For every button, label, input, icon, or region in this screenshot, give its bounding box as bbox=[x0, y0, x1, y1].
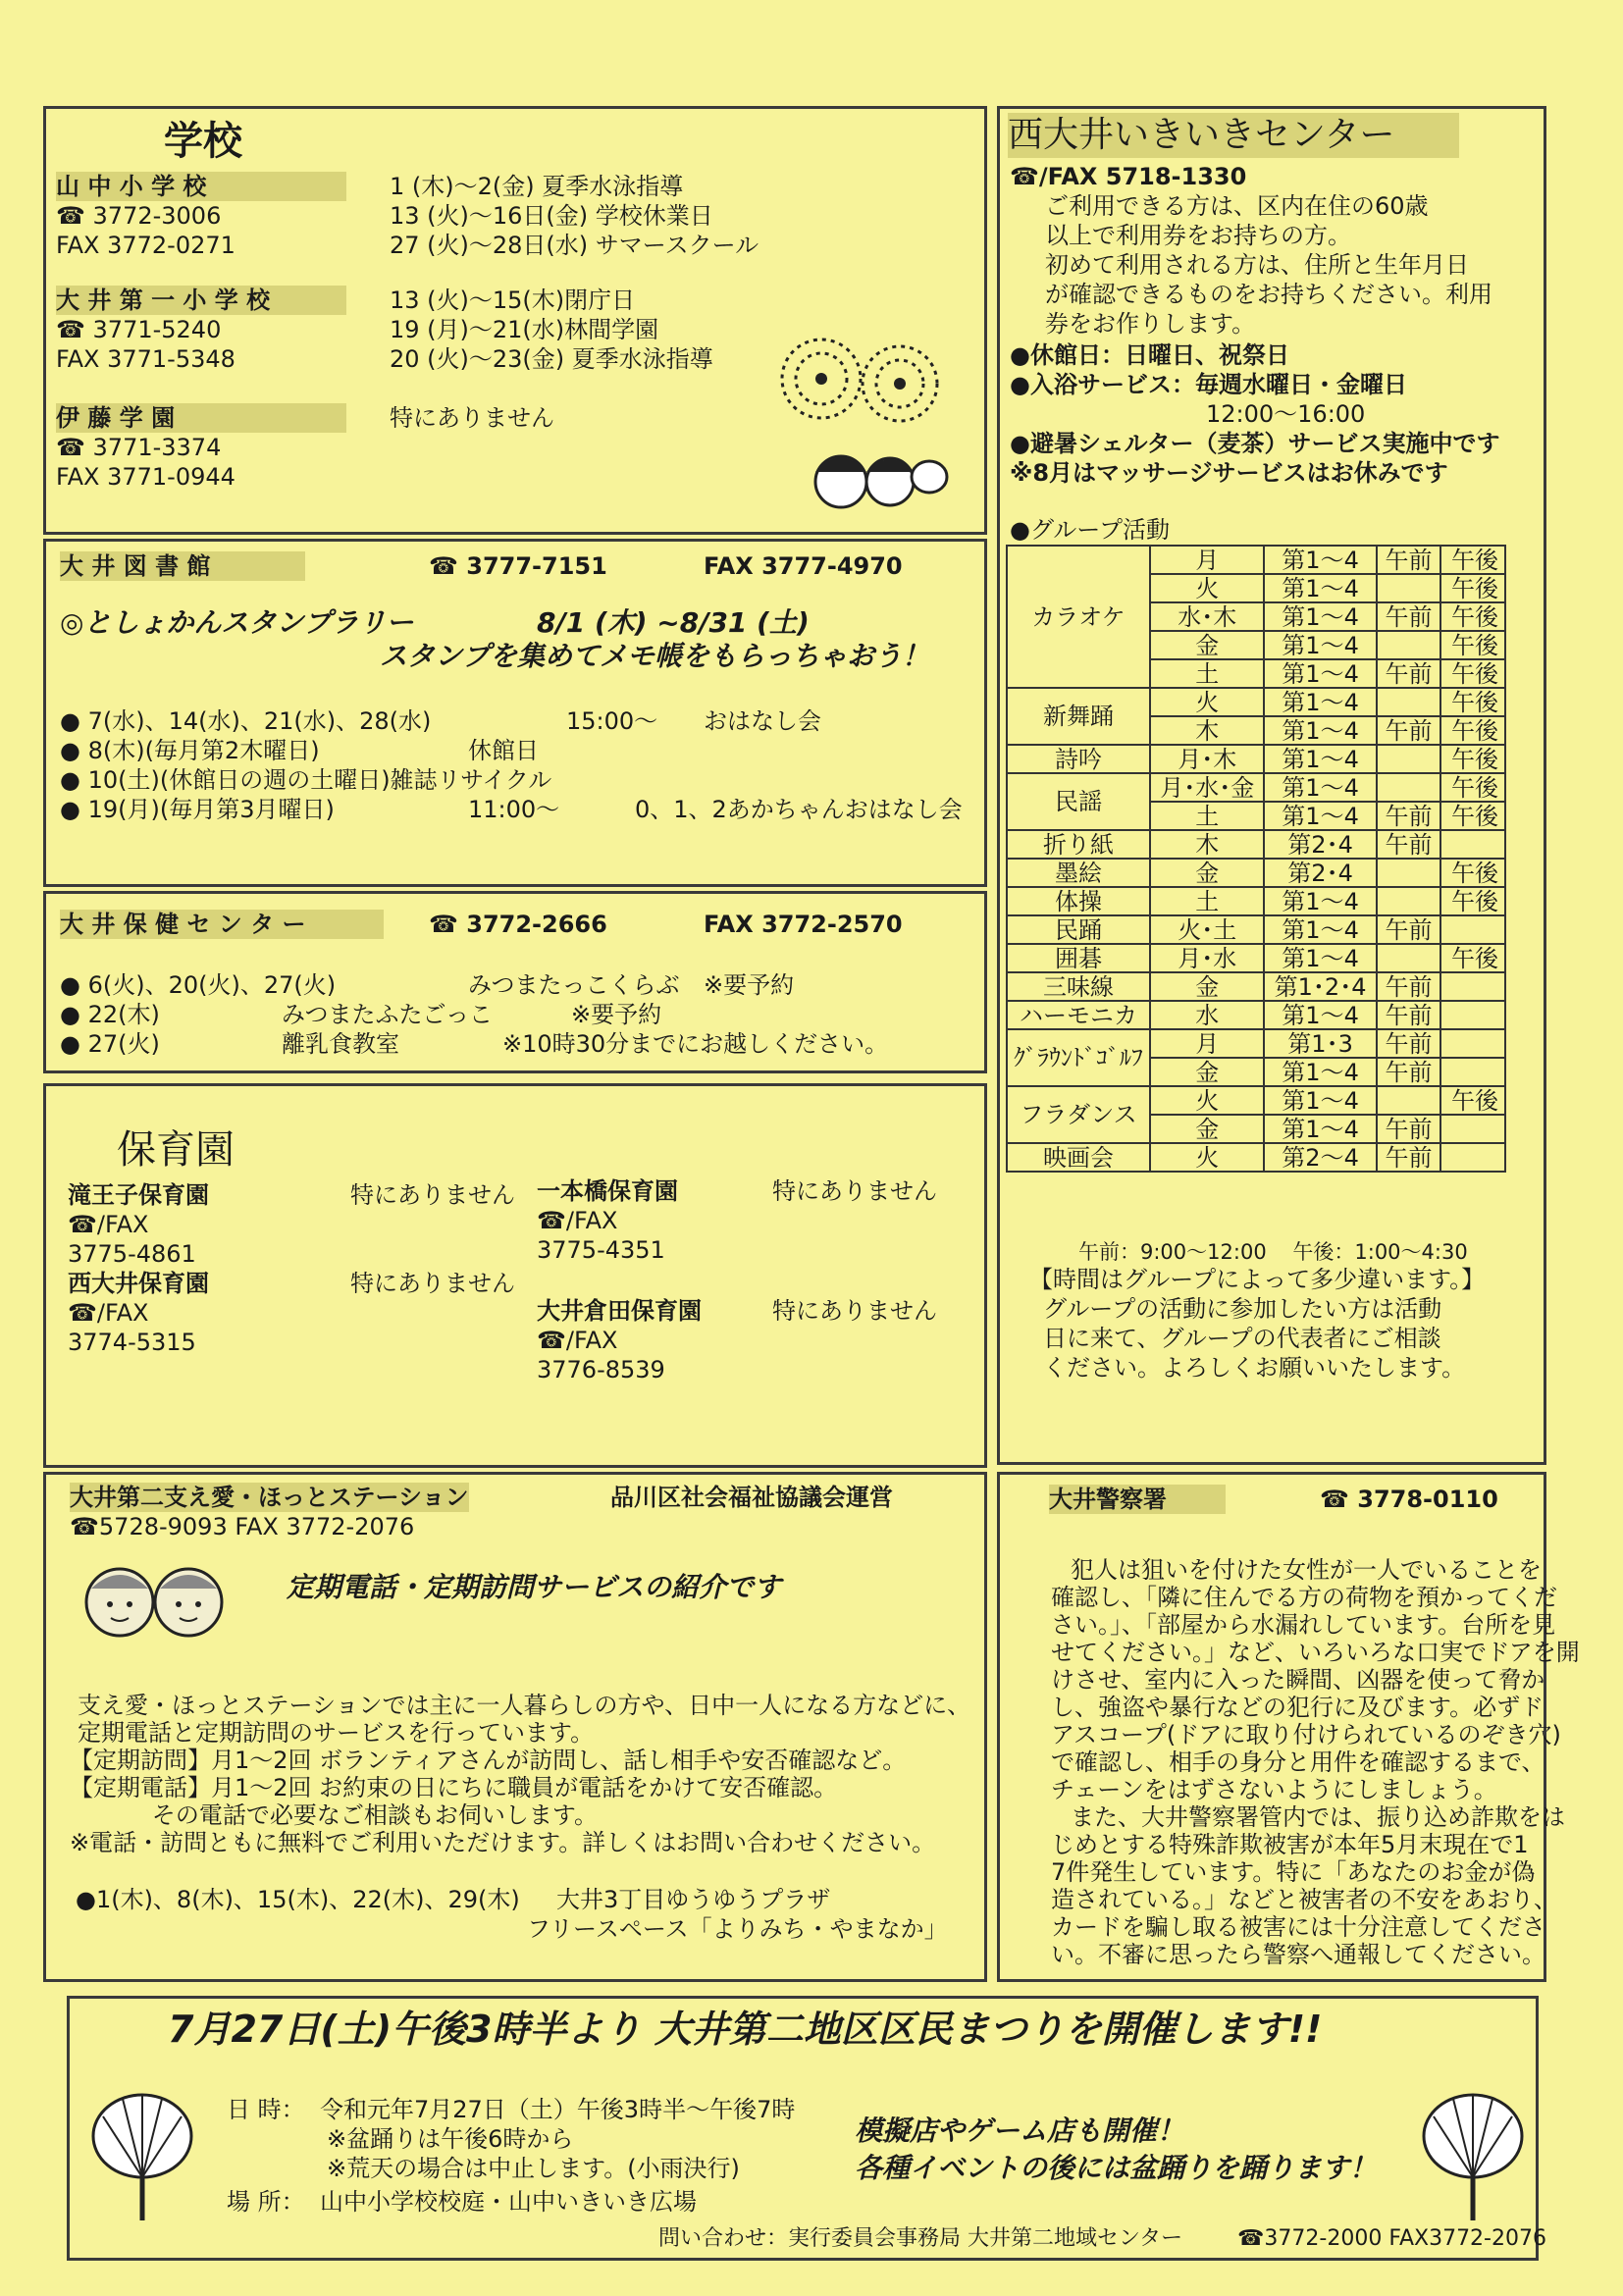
group-pm bbox=[1440, 972, 1505, 1001]
elderly-couple-illustration bbox=[76, 1553, 233, 1651]
festival-title: 7月27日(土)午後3時半より 大井第二地区区民まつりを開催します!! bbox=[168, 2008, 1323, 2051]
group-week: 第1～4 bbox=[1264, 688, 1376, 716]
health-item-what: みつまたっこくらぶ bbox=[468, 971, 680, 999]
group-pm: 午後 bbox=[1440, 1086, 1505, 1115]
group-day: 月 bbox=[1150, 1029, 1264, 1058]
library-fax: FAX 3777-4970 bbox=[704, 552, 903, 580]
group-am: 午前 bbox=[1377, 602, 1441, 631]
police-body-line: い。不審に思ったら警察へ通報してください。 bbox=[1051, 1941, 1545, 1968]
nursery-number: 3775-4351 bbox=[537, 1236, 665, 1264]
phone-icon: ☎ bbox=[1010, 163, 1039, 190]
ito-note: 特にありません bbox=[390, 404, 554, 432]
group-am: 午前 bbox=[1377, 1058, 1441, 1086]
phone-icon: ☎ bbox=[1320, 1486, 1358, 1513]
group-row bbox=[1007, 1001, 1505, 1029]
group-row bbox=[1007, 1086, 1505, 1115]
nursery-number: 3775-4861 bbox=[68, 1240, 196, 1268]
festival-promo-1: 模擬店やゲーム店も開催！ bbox=[855, 2114, 1185, 2147]
festival-promo-2: 各種イベントの後には盆踊りを踊ります！ bbox=[855, 2152, 1378, 2184]
group-day: 火 bbox=[1150, 1086, 1264, 1115]
group-am: 午前 bbox=[1377, 915, 1441, 944]
police-body-line: カードを騙し取る被害には十分注意してくださ bbox=[1051, 1913, 1545, 1941]
group-am: 午前 bbox=[1377, 1001, 1441, 1029]
group-am: 午前 bbox=[1377, 1029, 1441, 1058]
group-pm bbox=[1440, 830, 1505, 859]
festival-note-1: ※盆踊りは午後6時から bbox=[327, 2125, 574, 2153]
group-row bbox=[1007, 944, 1505, 972]
ikiiki-info-line: 以上で利用券をお持ちの方。 bbox=[1045, 222, 1351, 249]
group-pm: 午後 bbox=[1440, 546, 1505, 574]
stamp-rally-subtitle: スタンプを集めてメモ帳をもらっちゃおう！ bbox=[380, 640, 930, 672]
nursery-telfax: ☎/FAX bbox=[68, 1299, 149, 1327]
group-am bbox=[1377, 887, 1441, 915]
group-am bbox=[1377, 574, 1441, 602]
health-item-what: みつまたふたごっこ bbox=[282, 1001, 494, 1028]
group-week: 第2～4 bbox=[1264, 1143, 1376, 1172]
group-pm bbox=[1440, 1058, 1505, 1086]
phone-icon: ☎ bbox=[70, 1513, 99, 1540]
nursery-heading: 保育園 bbox=[117, 1127, 235, 1173]
group-name: 三味線 bbox=[1007, 972, 1150, 1001]
yamanaka-event-3: 27 (火)～28日(水) サマースクール bbox=[390, 232, 759, 259]
group-week: 第1～4 bbox=[1264, 915, 1376, 944]
group-name: 体操 bbox=[1007, 887, 1150, 915]
group-week: 第2･4 bbox=[1264, 830, 1376, 859]
group-am: 午前 bbox=[1377, 1115, 1441, 1143]
police-body-line: アスコープ(ドアに取り付けられているのぞき穴) bbox=[1051, 1721, 1561, 1748]
group-day: 金 bbox=[1150, 859, 1264, 887]
police-body-line: また、大井警察署管内では、振り込め詐欺をは bbox=[1071, 1803, 1565, 1831]
ikiiki-bath-time: 12:00～16:00 bbox=[1206, 400, 1366, 428]
police-body-line: で確認し、相手の身分と用件を確認するまで、 bbox=[1051, 1748, 1545, 1776]
group-week: 第1～4 bbox=[1264, 773, 1376, 802]
police-body-line: チェーンをはずさないようにしましょう。 bbox=[1051, 1776, 1497, 1803]
yamanaka-tel: ☎ 3772-3006 bbox=[56, 202, 222, 230]
group-week: 第1～4 bbox=[1264, 1001, 1376, 1029]
police-tel: ☎ 3778-0110 bbox=[1320, 1486, 1498, 1513]
group-pm: 午後 bbox=[1440, 716, 1505, 745]
group-row bbox=[1007, 1029, 1505, 1058]
health-item-date: ● 27(火) bbox=[60, 1030, 160, 1058]
yamanaka-event-2: 13 (火)～16日(金) 学校休業日 bbox=[390, 202, 713, 230]
ito-tel: ☎ 3771-3374 bbox=[56, 434, 222, 461]
group-row bbox=[1007, 745, 1505, 773]
fireworks-illustration bbox=[762, 325, 959, 521]
group-row bbox=[1007, 546, 1505, 574]
nursery-telfax: ☎/FAX bbox=[537, 1327, 618, 1354]
group-am bbox=[1377, 688, 1441, 716]
group-pm: 午後 bbox=[1440, 944, 1505, 972]
health-center-section bbox=[43, 891, 987, 1073]
group-name: 折り紙 bbox=[1007, 830, 1150, 859]
group-week: 第1･2･4 bbox=[1264, 972, 1376, 1001]
group-am bbox=[1377, 745, 1441, 773]
hot-station-body-line: 【定期電話】月1～2回 お約束の日にちに職員が電話をかけて安否確認。 bbox=[70, 1774, 838, 1801]
oi1-fax: FAX 3771-5348 bbox=[56, 345, 236, 373]
fan-icon bbox=[83, 2087, 201, 2224]
health-item-what: 離乳食教室 bbox=[282, 1030, 399, 1058]
group-am: 午前 bbox=[1377, 659, 1441, 688]
group-row bbox=[1007, 830, 1505, 859]
group-row bbox=[1007, 859, 1505, 887]
stamp-rally-title: ◎としょかんスタンプラリー bbox=[60, 606, 414, 639]
group-name: 映画会 bbox=[1007, 1143, 1150, 1172]
school-section bbox=[43, 106, 987, 535]
group-pm bbox=[1440, 1029, 1505, 1058]
group-pm bbox=[1440, 1001, 1505, 1029]
group-day: 月 bbox=[1150, 546, 1264, 574]
health-center-tel: ☎ 3772-2666 bbox=[429, 911, 607, 938]
health-item-date: ● 6(火)、20(火)、27(火) bbox=[60, 971, 337, 999]
group-week: 第1～4 bbox=[1264, 546, 1376, 574]
festival-section bbox=[67, 1996, 1546, 2261]
nursery-telfax: ☎/FAX bbox=[68, 1211, 149, 1238]
group-row bbox=[1007, 915, 1505, 944]
phone-icon: ☎ bbox=[56, 202, 93, 230]
health-item-date: ● 22(木) bbox=[60, 1001, 160, 1028]
hot-station-name: 大井第二支え愛・ほっとステーション bbox=[70, 1484, 469, 1511]
hot-station-title: 定期電話・定期訪問サービスの紹介です bbox=[287, 1571, 782, 1603]
group-am bbox=[1377, 773, 1441, 802]
ikiiki-massage-note: ※8月はマッサージサービスはお休みです bbox=[1010, 459, 1448, 487]
group-pm: 午後 bbox=[1440, 773, 1505, 802]
group-name: 詩吟 bbox=[1007, 745, 1150, 773]
nursery-name: 滝王子保育園 bbox=[68, 1181, 209, 1209]
group-week: 第1～4 bbox=[1264, 887, 1376, 915]
group-day: 木 bbox=[1150, 716, 1264, 745]
ikiiki-times: 午前：9:00～12:00 午後：1:00～4:30 bbox=[1078, 1240, 1468, 1264]
library-item-date: ● 7(水)、14(水)、21(水)、28(水) bbox=[60, 707, 432, 735]
nursery-number: 3776-8539 bbox=[537, 1356, 665, 1383]
group-row bbox=[1007, 1143, 1505, 1172]
hot-station-contact: ☎5728-9093 FAX 3772-2076 bbox=[70, 1513, 415, 1540]
group-day: 土 bbox=[1150, 887, 1264, 915]
health-center-name: 大 井 保 健 セ ン タ ー bbox=[60, 910, 384, 939]
library-item-what: おはなし会 bbox=[704, 707, 821, 735]
phone-icon: ☎ bbox=[537, 1327, 566, 1354]
library-item-date: ● 19(月)(毎月第3月曜日) bbox=[60, 796, 335, 823]
group-week: 第1～4 bbox=[1264, 1058, 1376, 1086]
hot-station-body-line: 定期電話と定期訪問のサービスを行っています。 bbox=[78, 1719, 595, 1747]
oi1-tel: ☎ 3771-5240 bbox=[56, 316, 222, 343]
festival-date-label: 日 時： bbox=[227, 2096, 305, 2123]
fan-icon bbox=[1414, 2087, 1532, 2224]
group-day: 火 bbox=[1150, 1143, 1264, 1172]
phone-icon: ☎ bbox=[56, 316, 93, 343]
school-heading: 学校 bbox=[164, 119, 242, 164]
group-am: 午前 bbox=[1377, 1143, 1441, 1172]
festival-inquiry: 問い合わせ：実行委員会事務局 大井第二地域センター bbox=[658, 2226, 1183, 2251]
oi1-school-name: 大 井 第 一 小 学 校 bbox=[56, 286, 346, 315]
ito-school-name: 伊 藤 学 園 bbox=[56, 403, 346, 433]
group-am bbox=[1377, 944, 1441, 972]
phone-icon: ☎ bbox=[68, 1211, 97, 1238]
group-day: 水 bbox=[1150, 1001, 1264, 1029]
ikiiki-note-line: 日に来て、グループの代表者にご相談 bbox=[1043, 1325, 1441, 1352]
police-body-line: 確認し、「隣に住んでる方の荷物を預かってくだ bbox=[1051, 1584, 1557, 1611]
group-day: 金 bbox=[1150, 1115, 1264, 1143]
group-pm: 午後 bbox=[1440, 745, 1505, 773]
group-week: 第1～4 bbox=[1264, 745, 1376, 773]
library-section bbox=[43, 539, 987, 887]
group-am: 午前 bbox=[1377, 716, 1441, 745]
group-day: 土 bbox=[1150, 802, 1264, 830]
group-pm: 午後 bbox=[1440, 659, 1505, 688]
ikiiki-center-section bbox=[997, 106, 1546, 1465]
police-body-line: じめとする特殊詐欺被害が本年5月末現在で1 bbox=[1051, 1831, 1529, 1858]
group-week: 第1～4 bbox=[1264, 602, 1376, 631]
group-am bbox=[1377, 1086, 1441, 1115]
group-am: 午前 bbox=[1377, 546, 1441, 574]
ikiiki-closed-days: ●休館日：日曜日、祝祭日 bbox=[1010, 341, 1289, 369]
ikiiki-contact: ☎/FAX 5718-1330 bbox=[1010, 163, 1247, 190]
hot-station-place-2: フリースペース「よりみち・やまなか」 bbox=[527, 1915, 948, 1943]
ikiiki-note-line: グループの活動に参加したい方は活動 bbox=[1043, 1295, 1442, 1323]
festival-note-2: ※荒天の場合は中止します。(小雨決行) bbox=[327, 2155, 740, 2182]
group-name: フラダンス bbox=[1007, 1086, 1150, 1143]
health-item-note: ※10時30分までにお越しください。 bbox=[502, 1030, 889, 1058]
group-pm: 午後 bbox=[1440, 859, 1505, 887]
group-name: ハーモニカ bbox=[1007, 1001, 1150, 1029]
oi1-event-1: 13 (火)～15(木)閉庁日 bbox=[390, 287, 636, 314]
group-pm: 午後 bbox=[1440, 688, 1505, 716]
group-am bbox=[1377, 859, 1441, 887]
yamanaka-school-name: 山 中 小 学 校 bbox=[56, 172, 346, 201]
nursery-name: 一本橋保育園 bbox=[537, 1177, 678, 1205]
festival-date: 令和元年7月27日（土）午後3時半～午後7時 bbox=[320, 2096, 796, 2123]
group-name: カラオケ bbox=[1007, 546, 1150, 688]
nursery-telfax: ☎/FAX bbox=[537, 1207, 618, 1234]
group-day: 金 bbox=[1150, 1058, 1264, 1086]
group-day: 火 bbox=[1150, 688, 1264, 716]
group-am bbox=[1377, 631, 1441, 659]
hot-station-place-1: 大井3丁目ゆうゆうプラザ bbox=[556, 1886, 831, 1913]
oi1-event-3: 20 (火)～23(金) 夏季水泳指導 bbox=[390, 345, 713, 373]
group-name: 墨絵 bbox=[1007, 859, 1150, 887]
nursery-name: 西大井保育園 bbox=[68, 1270, 209, 1297]
group-name: 民謡 bbox=[1007, 773, 1150, 830]
group-row bbox=[1007, 887, 1505, 915]
group-pm bbox=[1440, 1143, 1505, 1172]
nursery-note: 特にありません bbox=[350, 1181, 515, 1209]
ikiiki-shelter: ●避暑シェルター（麦茶）サービス実施中です bbox=[1010, 430, 1500, 457]
police-body-line: 7件発生しています。特に「あなたのお金が偽 bbox=[1051, 1858, 1536, 1886]
group-week: 第1～4 bbox=[1264, 716, 1376, 745]
police-body-line: せてください。」など、いろいろな口実でドアを開 bbox=[1051, 1639, 1580, 1666]
group-day: 月･木 bbox=[1150, 745, 1264, 773]
group-pm bbox=[1440, 915, 1505, 944]
police-body-line: さい。」、「部屋から水漏れしています。台所を見 bbox=[1051, 1611, 1556, 1639]
ito-fax: FAX 3771-0944 bbox=[56, 463, 236, 491]
nursery-note: 特にありません bbox=[772, 1177, 937, 1205]
phone-icon: ☎ bbox=[429, 552, 467, 580]
group-name: 民踊 bbox=[1007, 915, 1150, 944]
group-row bbox=[1007, 688, 1505, 716]
group-week: 第1～4 bbox=[1264, 1115, 1376, 1143]
hot-station-body-line: 【定期訪問】月1～2回 ボランティアさんが訪問し、話し相手や安否確認など。 bbox=[70, 1747, 907, 1774]
ikiiki-info-line: ご利用できる方は、区内在住の60歳 bbox=[1045, 192, 1429, 220]
hot-station-body-line: 支え愛・ほっとステーションでは主に一人暮らしの方や、日中一人になる方などに、 bbox=[78, 1692, 971, 1719]
group-pm: 午後 bbox=[1440, 602, 1505, 631]
nursery-note: 特にありません bbox=[772, 1297, 937, 1325]
ikiiki-group-heading: ●グループ活動 bbox=[1010, 516, 1171, 544]
health-center-fax: FAX 3772-2570 bbox=[704, 911, 903, 938]
group-week: 第1～4 bbox=[1264, 944, 1376, 972]
group-row bbox=[1007, 972, 1505, 1001]
hot-station-body-line: その電話で必要なご相談もお伺いします。 bbox=[70, 1801, 598, 1829]
group-week: 第1～4 bbox=[1264, 631, 1376, 659]
group-day: 月･水 bbox=[1150, 944, 1264, 972]
group-pm: 午後 bbox=[1440, 574, 1505, 602]
library-item-what: 休館日 bbox=[468, 737, 539, 764]
stamp-rally-date: 8/1 (木) ~8/31 (土) bbox=[537, 606, 810, 639]
group-week: 第1～4 bbox=[1264, 1086, 1376, 1115]
library-item-date: ● 10(土)(休館日の週の土曜日)雑誌リサイクル bbox=[60, 766, 552, 794]
phone-icon: ☎ bbox=[429, 911, 467, 938]
group-pm: 午後 bbox=[1440, 631, 1505, 659]
festival-place: 山中小学校校庭・山中いきいき広場 bbox=[320, 2188, 697, 2216]
library-name: 大 井 図 書 館 bbox=[60, 551, 305, 581]
group-name: 新舞踊 bbox=[1007, 688, 1150, 745]
group-pm: 午後 bbox=[1440, 887, 1505, 915]
library-item-date: ● 8(木)(毎月第2木曜日) bbox=[60, 737, 320, 764]
phone-icon: ☎ bbox=[537, 1207, 566, 1234]
library-item-what: 0、1、2あかちゃんおはなし会 bbox=[635, 796, 963, 823]
nursery-section bbox=[43, 1083, 987, 1468]
ikiiki-note-line: ください。よろしくお願いいたします。 bbox=[1043, 1354, 1466, 1382]
festival-place-label: 場 所： bbox=[227, 2188, 305, 2216]
oi1-event-2: 19 (月)～21(水)林間学園 bbox=[390, 316, 659, 343]
yamanaka-fax: FAX 3772-0271 bbox=[56, 232, 236, 259]
library-tel: ☎ 3777-7151 bbox=[429, 552, 607, 580]
phone-icon: ☎ bbox=[1237, 2226, 1265, 2251]
nursery-name: 大井倉田保育園 bbox=[537, 1297, 702, 1325]
ikiiki-info-line: が確認できるものをお持ちください。利用 bbox=[1045, 281, 1492, 308]
ikiiki-bath-service: ●入浴サービス：毎週水曜日・金曜日 bbox=[1010, 371, 1407, 398]
group-day: 土 bbox=[1150, 659, 1264, 688]
group-activity-table bbox=[1006, 545, 1506, 1173]
ikiiki-note-line: 【時間はグループによって多少違います。】 bbox=[1029, 1266, 1486, 1293]
library-item-time: 11:00～ bbox=[468, 796, 560, 823]
group-am: 午前 bbox=[1377, 830, 1441, 859]
group-week: 第1～4 bbox=[1264, 659, 1376, 688]
group-day: 火･土 bbox=[1150, 915, 1264, 944]
library-item-time: 15:00～ bbox=[566, 707, 658, 735]
police-body-line: 造されている。」などと被害者の不安をあおり、 bbox=[1051, 1886, 1557, 1913]
health-item-note: ※要予約 bbox=[704, 971, 795, 999]
ikiiki-center-title: 西大井いきいきセンター bbox=[1008, 113, 1459, 158]
group-day: 金 bbox=[1150, 631, 1264, 659]
hot-station-dates: ●1(木)、8(木)、15(木)、22(木)、29(木) bbox=[76, 1886, 520, 1913]
phone-icon: ☎ bbox=[56, 434, 93, 461]
hot-station-org: 品川区社会福祉協議会運営 bbox=[610, 1484, 893, 1511]
group-row bbox=[1007, 773, 1505, 802]
police-body-line: けさせ、室内に入った瞬間、凶器を使って脅か bbox=[1051, 1666, 1545, 1694]
group-week: 第1～4 bbox=[1264, 574, 1376, 602]
group-day: 金 bbox=[1150, 972, 1264, 1001]
group-name: ｸﾞﾗｳﾝﾄﾞｺﾞﾙﾌ bbox=[1007, 1029, 1150, 1086]
police-body-line: し、強盗や暴行などの犯行に及びます。必ずド bbox=[1051, 1694, 1544, 1721]
phone-icon: ☎ bbox=[68, 1299, 97, 1327]
group-week: 第1～4 bbox=[1264, 802, 1376, 830]
hot-station-body-line: ※電話・訪問ともに無料でご利用いただけます。詳しくはお問い合わせください。 bbox=[70, 1829, 936, 1856]
ikiiki-info-line: 初めて利用される方は、住所と生年月日 bbox=[1045, 251, 1469, 279]
hot-station-section bbox=[43, 1472, 987, 1982]
group-day: 木 bbox=[1150, 830, 1264, 859]
ikiiki-info-line: 券をお作りします。 bbox=[1045, 310, 1256, 338]
group-pm: 午後 bbox=[1440, 802, 1505, 830]
group-name: 囲碁 bbox=[1007, 944, 1150, 972]
group-day: 月･水･金 bbox=[1150, 773, 1264, 802]
group-day: 水･木 bbox=[1150, 602, 1264, 631]
nursery-number: 3774-5315 bbox=[68, 1329, 196, 1356]
police-section bbox=[997, 1472, 1580, 1982]
yamanaka-event-1: 1 (木)～2(金) 夏季水泳指導 bbox=[390, 173, 684, 200]
festival-inquiry-tel: ☎3772-2000 FAX3772-2076 bbox=[1237, 2226, 1546, 2251]
group-pm bbox=[1440, 1115, 1505, 1143]
group-week: 第2･4 bbox=[1264, 859, 1376, 887]
health-item-note: ※要予約 bbox=[571, 1001, 662, 1028]
group-am: 午前 bbox=[1377, 972, 1441, 1001]
nursery-note: 特にありません bbox=[350, 1270, 515, 1297]
group-week: 第1･3 bbox=[1264, 1029, 1376, 1058]
group-day: 火 bbox=[1150, 574, 1264, 602]
police-name: 大井警察署 bbox=[1049, 1485, 1226, 1514]
police-body-line: 犯人は狙いを付けた女性が一人でいることを bbox=[1071, 1556, 1542, 1584]
group-am: 午前 bbox=[1377, 802, 1441, 830]
